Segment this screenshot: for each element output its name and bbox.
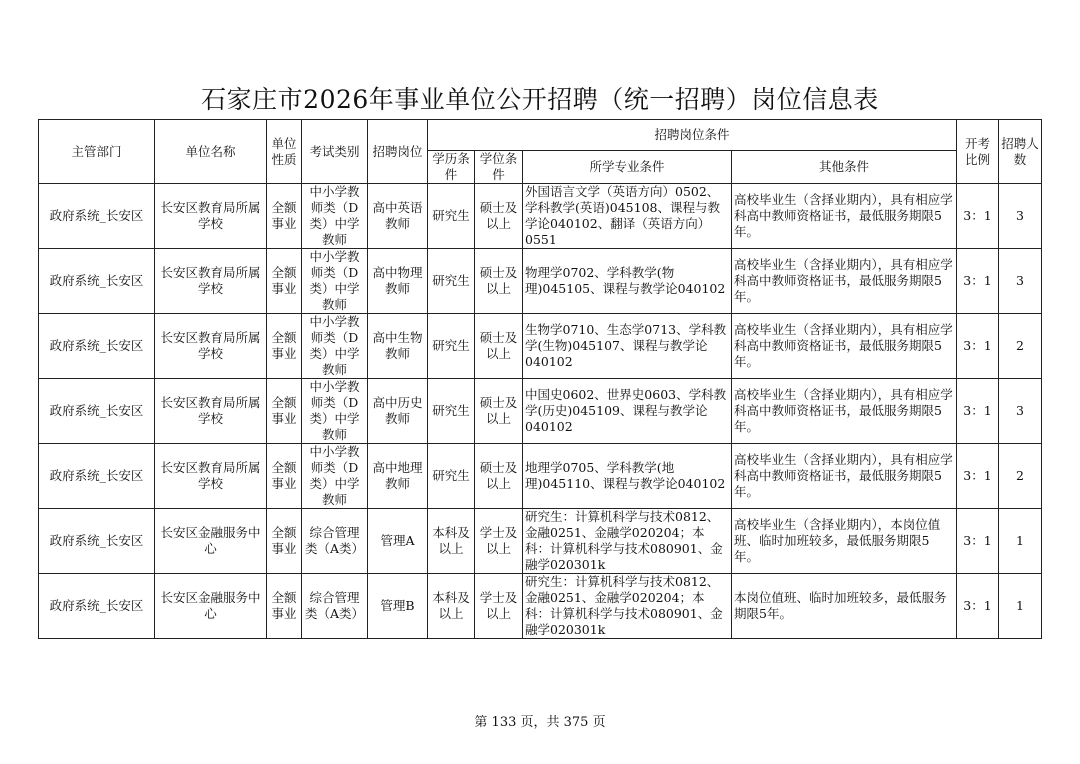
header-unit: 单位名称 [155, 120, 267, 184]
cell-nature: 全额事业 [267, 184, 302, 249]
cell-dept: 政府系统_长安区 [39, 509, 155, 574]
cell-post: 管理A [368, 509, 428, 574]
cell-major: 中国史0602、世界史0603、学科教学(历史)045109、课程与教学论040102 [523, 379, 732, 444]
cell-ratio: 3：1 [957, 379, 999, 444]
cell-count: 3 [999, 379, 1042, 444]
header-other: 其他条件 [732, 151, 957, 184]
cell-post: 管理B [368, 574, 428, 639]
table-row [39, 574, 1042, 639]
cell-dept: 政府系统_长安区 [39, 574, 155, 639]
cell-other: 高校毕业生（含择业期内），具有相应学科高中教师资格证书，最低服务期限5年。 [732, 379, 957, 444]
cell-degree: 学士及以上 [475, 509, 523, 574]
table-row [39, 509, 1042, 574]
cell-major: 地理学0705、学科教学(地理)045110、课程与教学论040102 [523, 444, 732, 509]
cell-exam: 中小学教师类（D类）中学教师 [302, 184, 368, 249]
table-row [39, 379, 1042, 444]
cell-post: 高中生物教师 [368, 314, 428, 379]
cell-unit: 长安区教育局所属学校 [155, 379, 267, 444]
cell-major: 研究生：计算机科学与技术0812、金融0251、金融学020204；本科：计算机科学与技术080901、金融学020301k [523, 509, 732, 574]
cell-dept: 政府系统_长安区 [39, 444, 155, 509]
cell-count: 3 [999, 249, 1042, 314]
cell-ratio: 3：1 [957, 509, 999, 574]
cell-dept: 政府系统_长安区 [39, 314, 155, 379]
cell-exam: 中小学教师类（D类）中学教师 [302, 444, 368, 509]
cell-count: 3 [999, 184, 1042, 249]
cell-edu: 本科及以上 [428, 574, 475, 639]
cell-post: 高中英语教师 [368, 184, 428, 249]
cell-edu: 研究生 [428, 444, 475, 509]
cell-degree: 硕士及以上 [475, 184, 523, 249]
cell-edu: 研究生 [428, 184, 475, 249]
header-nature: 单位性质 [267, 120, 302, 184]
cell-other: 本岗位值班、临时加班较多，最低服务期限5年。 [732, 574, 957, 639]
cell-post: 高中历史教师 [368, 379, 428, 444]
cell-degree: 硕士及以上 [475, 314, 523, 379]
cell-exam: 综合管理类（A类） [302, 574, 368, 639]
header-major: 所学专业条件 [523, 151, 732, 184]
cell-ratio: 3：1 [957, 249, 999, 314]
cell-degree: 学士及以上 [475, 574, 523, 639]
cell-degree: 硕士及以上 [475, 379, 523, 444]
cell-unit: 长安区教育局所属学校 [155, 314, 267, 379]
cell-exam: 中小学教师类（D类）中学教师 [302, 379, 368, 444]
cell-other: 高校毕业生（含择业期内），具有相应学科高中教师资格证书，最低服务期限5年。 [732, 184, 957, 249]
cell-nature: 全额事业 [267, 379, 302, 444]
table-row [39, 184, 1042, 249]
cell-dept: 政府系统_长安区 [39, 249, 155, 314]
cell-degree: 硕士及以上 [475, 444, 523, 509]
cell-nature: 全额事业 [267, 444, 302, 509]
cell-degree: 硕士及以上 [475, 249, 523, 314]
job-info-table [38, 119, 1042, 639]
header-exam: 考试类别 [302, 120, 368, 184]
cell-unit: 长安区金融服务中心 [155, 509, 267, 574]
cell-edu: 本科及以上 [428, 509, 475, 574]
header-degree: 学位条件 [475, 151, 523, 184]
cell-count: 2 [999, 314, 1042, 379]
cell-nature: 全额事业 [267, 509, 302, 574]
header-post: 招聘岗位 [368, 120, 428, 184]
cell-exam: 综合管理类（A类） [302, 509, 368, 574]
header-ratio: 开考比例 [957, 120, 999, 184]
table-row [39, 249, 1042, 314]
page-title: 石家庄市2026年事业单位公开招聘（统一招聘）岗位信息表 [201, 85, 879, 114]
cell-major: 外国语言文学（英语方向）0502、学科教学(英语)045108、课程与教学论040102、翻译（英语方向）0551 [523, 184, 732, 249]
header-count: 招聘人数 [999, 120, 1042, 184]
cell-unit: 长安区教育局所属学校 [155, 444, 267, 509]
cell-ratio: 3：1 [957, 444, 999, 509]
header-conditions: 招聘岗位条件 [428, 120, 957, 151]
cell-dept: 政府系统_长安区 [39, 184, 155, 249]
cell-unit: 长安区金融服务中心 [155, 574, 267, 639]
cell-other: 高校毕业生（含择业期内），具有相应学科高中教师资格证书，最低服务期限5年。 [732, 314, 957, 379]
table-row [39, 444, 1042, 509]
cell-post: 高中物理教师 [368, 249, 428, 314]
cell-dept: 政府系统_长安区 [39, 379, 155, 444]
cell-major: 研究生：计算机科学与技术0812、金融0251、金融学020204；本科：计算机科学与技术080901、金融学020301k [523, 574, 732, 639]
cell-post: 高中地理教师 [368, 444, 428, 509]
table-row [39, 314, 1042, 379]
cell-count: 2 [999, 444, 1042, 509]
cell-major: 生物学0710、生态学0713、学科教学(生物)045107、课程与教学论040102 [523, 314, 732, 379]
page-number: 第 133 页，共 375 页 [474, 715, 606, 730]
cell-ratio: 3：1 [957, 314, 999, 379]
cell-exam: 中小学教师类（D类）中学教师 [302, 249, 368, 314]
cell-nature: 全额事业 [267, 314, 302, 379]
cell-count: 1 [999, 509, 1042, 574]
cell-unit: 长安区教育局所属学校 [155, 184, 267, 249]
cell-edu: 研究生 [428, 314, 475, 379]
cell-nature: 全额事业 [267, 249, 302, 314]
cell-count: 1 [999, 574, 1042, 639]
cell-major: 物理学0702、学科教学(物理)045105、课程与教学论040102 [523, 249, 732, 314]
cell-unit: 长安区教育局所属学校 [155, 249, 267, 314]
cell-nature: 全额事业 [267, 574, 302, 639]
cell-exam: 中小学教师类（D类）中学教师 [302, 314, 368, 379]
header-edu: 学历条件 [428, 151, 475, 184]
cell-ratio: 3：1 [957, 184, 999, 249]
cell-other: 高校毕业生（含择业期内），本岗位值班、临时加班较多，最低服务期限5年。 [732, 509, 957, 574]
cell-other: 高校毕业生（含择业期内），具有相应学科高中教师资格证书，最低服务期限5年。 [732, 444, 957, 509]
cell-edu: 研究生 [428, 249, 475, 314]
cell-edu: 研究生 [428, 379, 475, 444]
cell-other: 高校毕业生（含择业期内），具有相应学科高中教师资格证书，最低服务期限5年。 [732, 249, 957, 314]
header-dept: 主管部门 [39, 120, 155, 184]
cell-ratio: 3：1 [957, 574, 999, 639]
